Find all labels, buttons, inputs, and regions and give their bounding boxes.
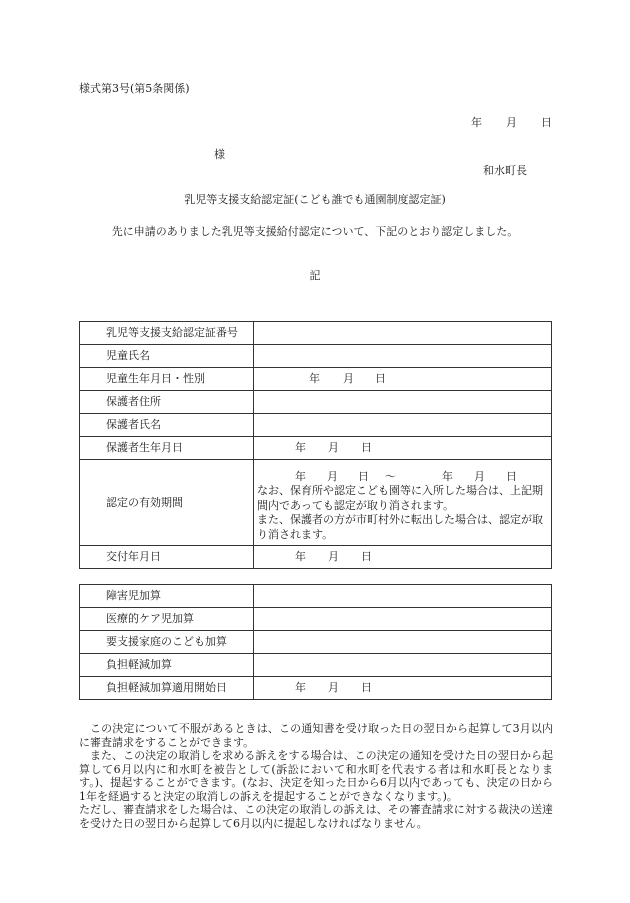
year-label: 年 — [295, 681, 306, 694]
intro-text: 先に申請のありました乳児等支援給付認定について、下記のとおり認定しました。 — [111, 225, 519, 238]
table-row — [80, 460, 552, 546]
month-label: 月 — [328, 550, 339, 563]
table-row — [80, 546, 552, 569]
issue-date-field — [254, 546, 552, 569]
medical-care-addition-field — [254, 608, 552, 631]
notice-paragraph-proviso: ただし、審査請求をした場合は、この決定の取消しの訴えは、その審査請求に対する裁決の送達を受けた日の翌日から起算して6月以内に提起しなければなりません。 — [79, 803, 553, 830]
validity-period-field — [254, 460, 552, 546]
issuer-name: 和水町長 — [483, 164, 527, 177]
date-year-label: 年 — [471, 116, 482, 129]
start-day-label: 日 — [358, 470, 369, 483]
burden-reduction-start-date-field — [254, 677, 552, 700]
row-label: 負担軽減加算 — [80, 654, 254, 677]
row-label: 負担軽減加算適用開始日 — [80, 677, 254, 700]
row-label: 保護者住所 — [80, 391, 254, 414]
row-label: 要支援家庭のこども加算 — [80, 631, 254, 654]
disability-addition-field — [254, 585, 552, 608]
table-row — [80, 437, 552, 460]
row-label: 児童生年月日・性別 — [80, 368, 254, 391]
date-month-label: 月 — [506, 116, 517, 129]
guardian-name-field — [254, 414, 552, 437]
row-label: 保護者氏名 — [80, 414, 254, 437]
start-year-label: 年 — [295, 470, 306, 483]
end-year-label: 年 — [442, 470, 453, 483]
row-label: 児童氏名 — [80, 345, 254, 368]
end-month-label: 月 — [474, 470, 485, 483]
certificate-number-field — [254, 322, 552, 345]
ki-heading: 記 — [309, 269, 321, 282]
row-label: 障害児加算 — [80, 585, 254, 608]
table-row — [80, 368, 552, 391]
row-label: 乳児等支援支給認定証番号 — [80, 322, 254, 345]
month-label: 月 — [328, 441, 339, 454]
notice-paragraph-lawsuit: また、この決定の取消しを求める訴えをする場合は、この決定の通知を受けた日の翌日から起算して6月以内に和水町を被告として(訴訟において和水町を代表する者は和水町長となります。)、提起することができます。(なお、決定を知った日から6月以内であっても、決定の日から1年を経過すると決定の取消しの訴えを提起することができなくなります。)。 — [79, 749, 553, 803]
row-label: 認定の有効期間 — [80, 460, 254, 546]
notice-paragraph-review: この決定について不服があるときは、この通知書を受け取った日の翌日から起算して3月以内に審査請求をすることができます。 — [79, 722, 553, 749]
table-row — [80, 391, 552, 414]
table-row — [80, 345, 552, 368]
support-family-addition-field — [254, 631, 552, 654]
end-day-label: 日 — [506, 470, 517, 483]
year-label: 年 — [295, 550, 306, 563]
year-label: 年 — [309, 372, 320, 385]
period-tilde: ～ — [385, 470, 396, 483]
day-label: 日 — [361, 550, 372, 563]
addressee-suffix: 様 — [214, 148, 225, 161]
certification-table — [79, 321, 552, 569]
document-title: 乳児等支援支給認定証(こども誰でも通園制度認定証) — [184, 193, 446, 206]
day-label: 日 — [375, 372, 386, 385]
guardian-address-field — [254, 391, 552, 414]
table-row — [80, 631, 552, 654]
additional-benefits-table — [79, 584, 552, 700]
table-row — [80, 608, 552, 631]
appeal-notice — [79, 722, 553, 830]
year-label: 年 — [295, 441, 306, 454]
period-note-enrollment: なお、保育所や認定こども園等に入所した場合は、上記期間内であっても認定が取り消されます。 — [257, 484, 543, 512]
table-row — [80, 414, 552, 437]
table-row — [80, 585, 552, 608]
row-label: 交付年月日 — [80, 546, 254, 569]
start-month-label: 月 — [327, 470, 338, 483]
table-row — [80, 654, 552, 677]
day-label: 日 — [361, 681, 372, 694]
table-row — [80, 322, 552, 345]
row-label: 保護者生年月日 — [80, 437, 254, 460]
month-label: 月 — [343, 372, 354, 385]
guardian-birthdate-field — [254, 437, 552, 460]
month-label: 月 — [328, 681, 339, 694]
table-row — [80, 677, 552, 700]
date-day-label: 日 — [541, 116, 552, 129]
form-number: 様式第3号(第5条関係) — [79, 82, 190, 95]
period-note-relocation: また、保護者の方が市町村外に転出した場合は、認定が取り消されます。 — [257, 513, 543, 541]
child-birthdate-field — [254, 368, 552, 391]
row-label: 医療的ケア児加算 — [80, 608, 254, 631]
day-label: 日 — [361, 441, 372, 454]
child-name-field — [254, 345, 552, 368]
burden-reduction-addition-field — [254, 654, 552, 677]
